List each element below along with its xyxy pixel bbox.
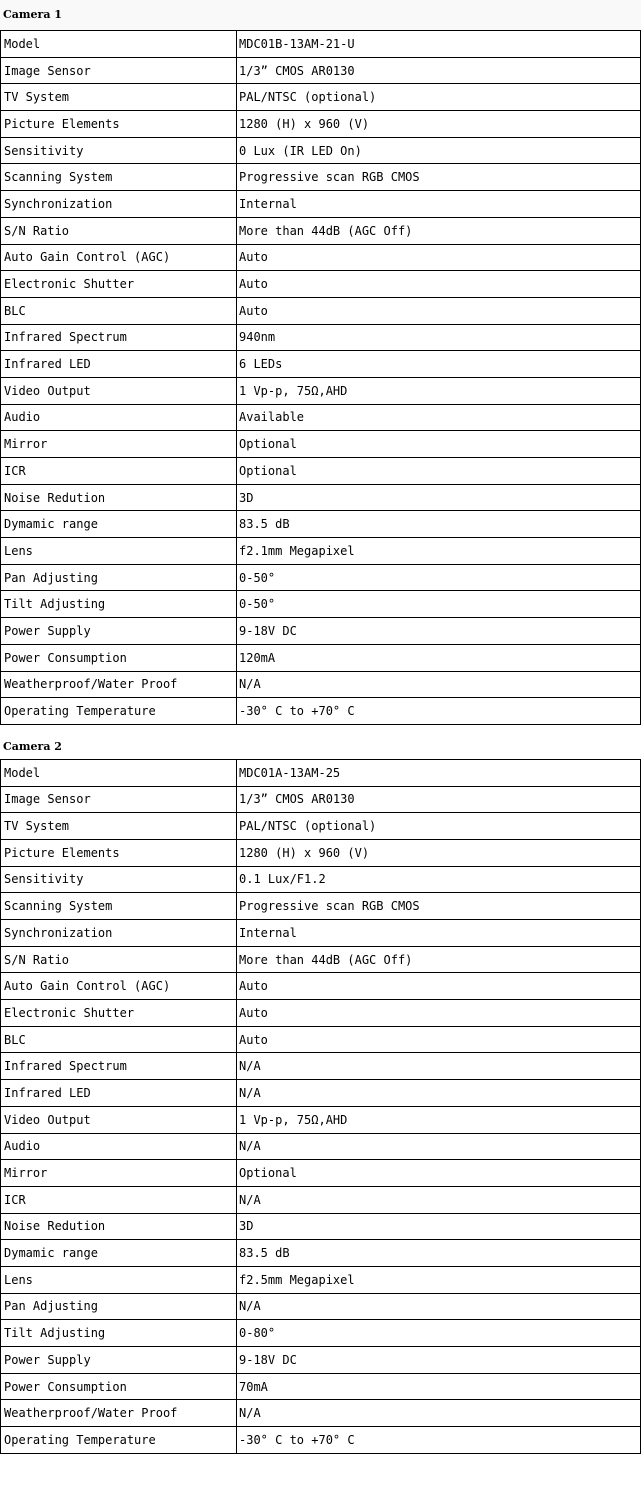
spec-label: TV System	[1, 813, 237, 840]
table-row	[1, 31, 641, 58]
spec-label: Pan Adjusting	[1, 564, 237, 591]
table-row	[1, 1400, 641, 1427]
spec-value: 0-50°	[237, 564, 641, 591]
table-row	[1, 297, 641, 324]
spec-label: Video Output	[1, 1106, 237, 1133]
spec-value: 1/3” CMOS AR0130	[237, 786, 641, 813]
table-row	[1, 618, 641, 645]
spec-value: 1 Vp-p, 75Ω,AHD	[237, 1106, 641, 1133]
table-row	[1, 271, 641, 298]
table-row	[1, 973, 641, 1000]
spec-label: Audio	[1, 1133, 237, 1160]
spec-label: Model	[1, 759, 237, 786]
spec-value: PAL/NTSC (optional)	[237, 84, 641, 111]
table-row	[1, 484, 641, 511]
spec-label: Mirror	[1, 1160, 237, 1187]
spec-value: N/A	[237, 1186, 641, 1213]
spec-value: Progressive scan RGB CMOS	[237, 893, 641, 920]
spec-label: Power Consumption	[1, 644, 237, 671]
table-row	[1, 759, 641, 786]
spec-value: N/A	[237, 1053, 641, 1080]
spec-label: Auto Gain Control (AGC)	[1, 973, 237, 1000]
spec-label: Dymamic range	[1, 1240, 237, 1267]
spec-value: More than 44dB (AGC Off)	[237, 946, 641, 973]
table-row	[1, 893, 641, 920]
spec-label: Sensitivity	[1, 866, 237, 893]
spec-value: Optional	[237, 458, 641, 485]
spec-value: PAL/NTSC (optional)	[237, 813, 641, 840]
table-row	[1, 813, 641, 840]
spec-label: Power Supply	[1, 1347, 237, 1374]
table-row	[1, 1427, 641, 1454]
camera-2-section	[0, 739, 641, 1454]
spec-value: 83.5 dB	[237, 1240, 641, 1267]
spec-label: Infrared Spectrum	[1, 324, 237, 351]
spec-value: 70mA	[237, 1373, 641, 1400]
spec-table	[0, 759, 641, 1454]
table-row	[1, 1213, 641, 1240]
table-row	[1, 946, 641, 973]
spec-label: Tilt Adjusting	[1, 591, 237, 618]
spec-value: -30° C to +70° C	[237, 1427, 641, 1454]
spec-value: -30° C to +70° C	[237, 698, 641, 725]
table-row	[1, 431, 641, 458]
spec-label: Infrared LED	[1, 351, 237, 378]
spec-value: N/A	[237, 671, 641, 698]
spec-table	[0, 30, 641, 725]
table-row	[1, 866, 641, 893]
spec-value: 1280 (H) x 960 (V)	[237, 111, 641, 138]
spec-value: Auto	[237, 1026, 641, 1053]
spec-label: Electronic Shutter	[1, 271, 237, 298]
table-row	[1, 57, 641, 84]
spec-value: 0-80°	[237, 1320, 641, 1347]
spec-label: Synchronization	[1, 920, 237, 947]
spec-label: Synchronization	[1, 191, 237, 218]
spec-label: Lens	[1, 1266, 237, 1293]
table-row	[1, 1000, 641, 1027]
spec-value: 940nm	[237, 324, 641, 351]
spec-label: Sensitivity	[1, 137, 237, 164]
table-row	[1, 1373, 641, 1400]
spec-label: Weatherproof/Water Proof	[1, 671, 237, 698]
table-row	[1, 1133, 641, 1160]
table-row	[1, 351, 641, 378]
spec-label: Mirror	[1, 431, 237, 458]
spec-value: Auto	[237, 973, 641, 1000]
spec-value: 0.1 Lux/F1.2	[237, 866, 641, 893]
table-row	[1, 644, 641, 671]
spec-label: ICR	[1, 1186, 237, 1213]
table-row	[1, 137, 641, 164]
spec-value: Auto	[237, 297, 641, 324]
spec-label: TV System	[1, 84, 237, 111]
spec-value: Optional	[237, 431, 641, 458]
table-row	[1, 538, 641, 565]
table-row	[1, 111, 641, 138]
spec-value: N/A	[237, 1080, 641, 1107]
spec-value: Available	[237, 404, 641, 431]
spec-label: Infrared LED	[1, 1080, 237, 1107]
camera-1-section	[0, 0, 641, 725]
spec-label: Pan Adjusting	[1, 1293, 237, 1320]
spec-value: Internal	[237, 920, 641, 947]
spec-label: Weatherproof/Water Proof	[1, 1400, 237, 1427]
spec-value: 1 Vp-p, 75Ω,AHD	[237, 377, 641, 404]
spec-value: Optional	[237, 1160, 641, 1187]
table-row	[1, 839, 641, 866]
spec-value: f2.1mm Megapixel	[237, 538, 641, 565]
spec-label: Noise Redution	[1, 484, 237, 511]
spec-value: N/A	[237, 1293, 641, 1320]
table-row	[1, 1320, 641, 1347]
spec-value: Auto	[237, 1000, 641, 1027]
table-row	[1, 84, 641, 111]
table-row	[1, 1106, 641, 1133]
spec-value: N/A	[237, 1133, 641, 1160]
spec-value: Auto	[237, 244, 641, 271]
table-row	[1, 217, 641, 244]
table-row	[1, 1160, 641, 1187]
table-row	[1, 324, 641, 351]
section-title: Camera 1	[0, 0, 641, 30]
table-row	[1, 1080, 641, 1107]
spec-label: BLC	[1, 297, 237, 324]
spec-value: MDC01A-13AM-25	[237, 759, 641, 786]
spec-label: ICR	[1, 458, 237, 485]
table-row	[1, 244, 641, 271]
spec-value: 3D	[237, 484, 641, 511]
spec-label: Scanning System	[1, 893, 237, 920]
table-row	[1, 458, 641, 485]
table-row	[1, 377, 641, 404]
section-title: Camera 2	[0, 739, 641, 759]
spec-label: Image Sensor	[1, 57, 237, 84]
spec-label: Lens	[1, 538, 237, 565]
spec-label: BLC	[1, 1026, 237, 1053]
spec-label: Scanning System	[1, 164, 237, 191]
spec-value: Auto	[237, 271, 641, 298]
table-row	[1, 564, 641, 591]
spec-value: 3D	[237, 1213, 641, 1240]
spec-value: 6 LEDs	[237, 351, 641, 378]
table-row	[1, 1347, 641, 1374]
table-row	[1, 920, 641, 947]
table-row	[1, 591, 641, 618]
spec-label: Power Consumption	[1, 1373, 237, 1400]
spec-label: Operating Temperature	[1, 698, 237, 725]
table-row	[1, 191, 641, 218]
table-row	[1, 164, 641, 191]
section-spacer	[0, 725, 641, 739]
table-row	[1, 671, 641, 698]
spec-label: S/N Ratio	[1, 217, 237, 244]
spec-value: 1/3” CMOS AR0130	[237, 57, 641, 84]
spec-value: 9-18V DC	[237, 1347, 641, 1374]
spec-label: Tilt Adjusting	[1, 1320, 237, 1347]
spec-label: Dymamic range	[1, 511, 237, 538]
spec-value: 120mA	[237, 644, 641, 671]
spec-value: 0 Lux (IR LED On)	[237, 137, 641, 164]
spec-label: S/N Ratio	[1, 946, 237, 973]
spec-label: Noise Redution	[1, 1213, 237, 1240]
spec-label: Picture Elements	[1, 839, 237, 866]
spec-value: Progressive scan RGB CMOS	[237, 164, 641, 191]
spec-label: Image Sensor	[1, 786, 237, 813]
table-row	[1, 1026, 641, 1053]
spec-label: Model	[1, 31, 237, 58]
spec-value: f2.5mm Megapixel	[237, 1266, 641, 1293]
spec-label: Picture Elements	[1, 111, 237, 138]
spec-label: Video Output	[1, 377, 237, 404]
spec-label: Electronic Shutter	[1, 1000, 237, 1027]
spec-value: MDC01B-13AM-21-U	[237, 31, 641, 58]
spec-value: 9-18V DC	[237, 618, 641, 645]
table-row	[1, 698, 641, 725]
spec-value: N/A	[237, 1400, 641, 1427]
spec-label: Audio	[1, 404, 237, 431]
table-row	[1, 1266, 641, 1293]
table-row	[1, 1053, 641, 1080]
spec-label: Operating Temperature	[1, 1427, 237, 1454]
spec-label: Infrared Spectrum	[1, 1053, 237, 1080]
spec-value: Internal	[237, 191, 641, 218]
spec-value: More than 44dB (AGC Off)	[237, 217, 641, 244]
table-row	[1, 1186, 641, 1213]
table-row	[1, 404, 641, 431]
spec-value: 1280 (H) x 960 (V)	[237, 839, 641, 866]
spec-value: 0-50°	[237, 591, 641, 618]
table-row	[1, 511, 641, 538]
spec-value: 83.5 dB	[237, 511, 641, 538]
spec-label: Power Supply	[1, 618, 237, 645]
table-row	[1, 786, 641, 813]
spec-label: Auto Gain Control (AGC)	[1, 244, 237, 271]
table-row	[1, 1240, 641, 1267]
table-row	[1, 1293, 641, 1320]
